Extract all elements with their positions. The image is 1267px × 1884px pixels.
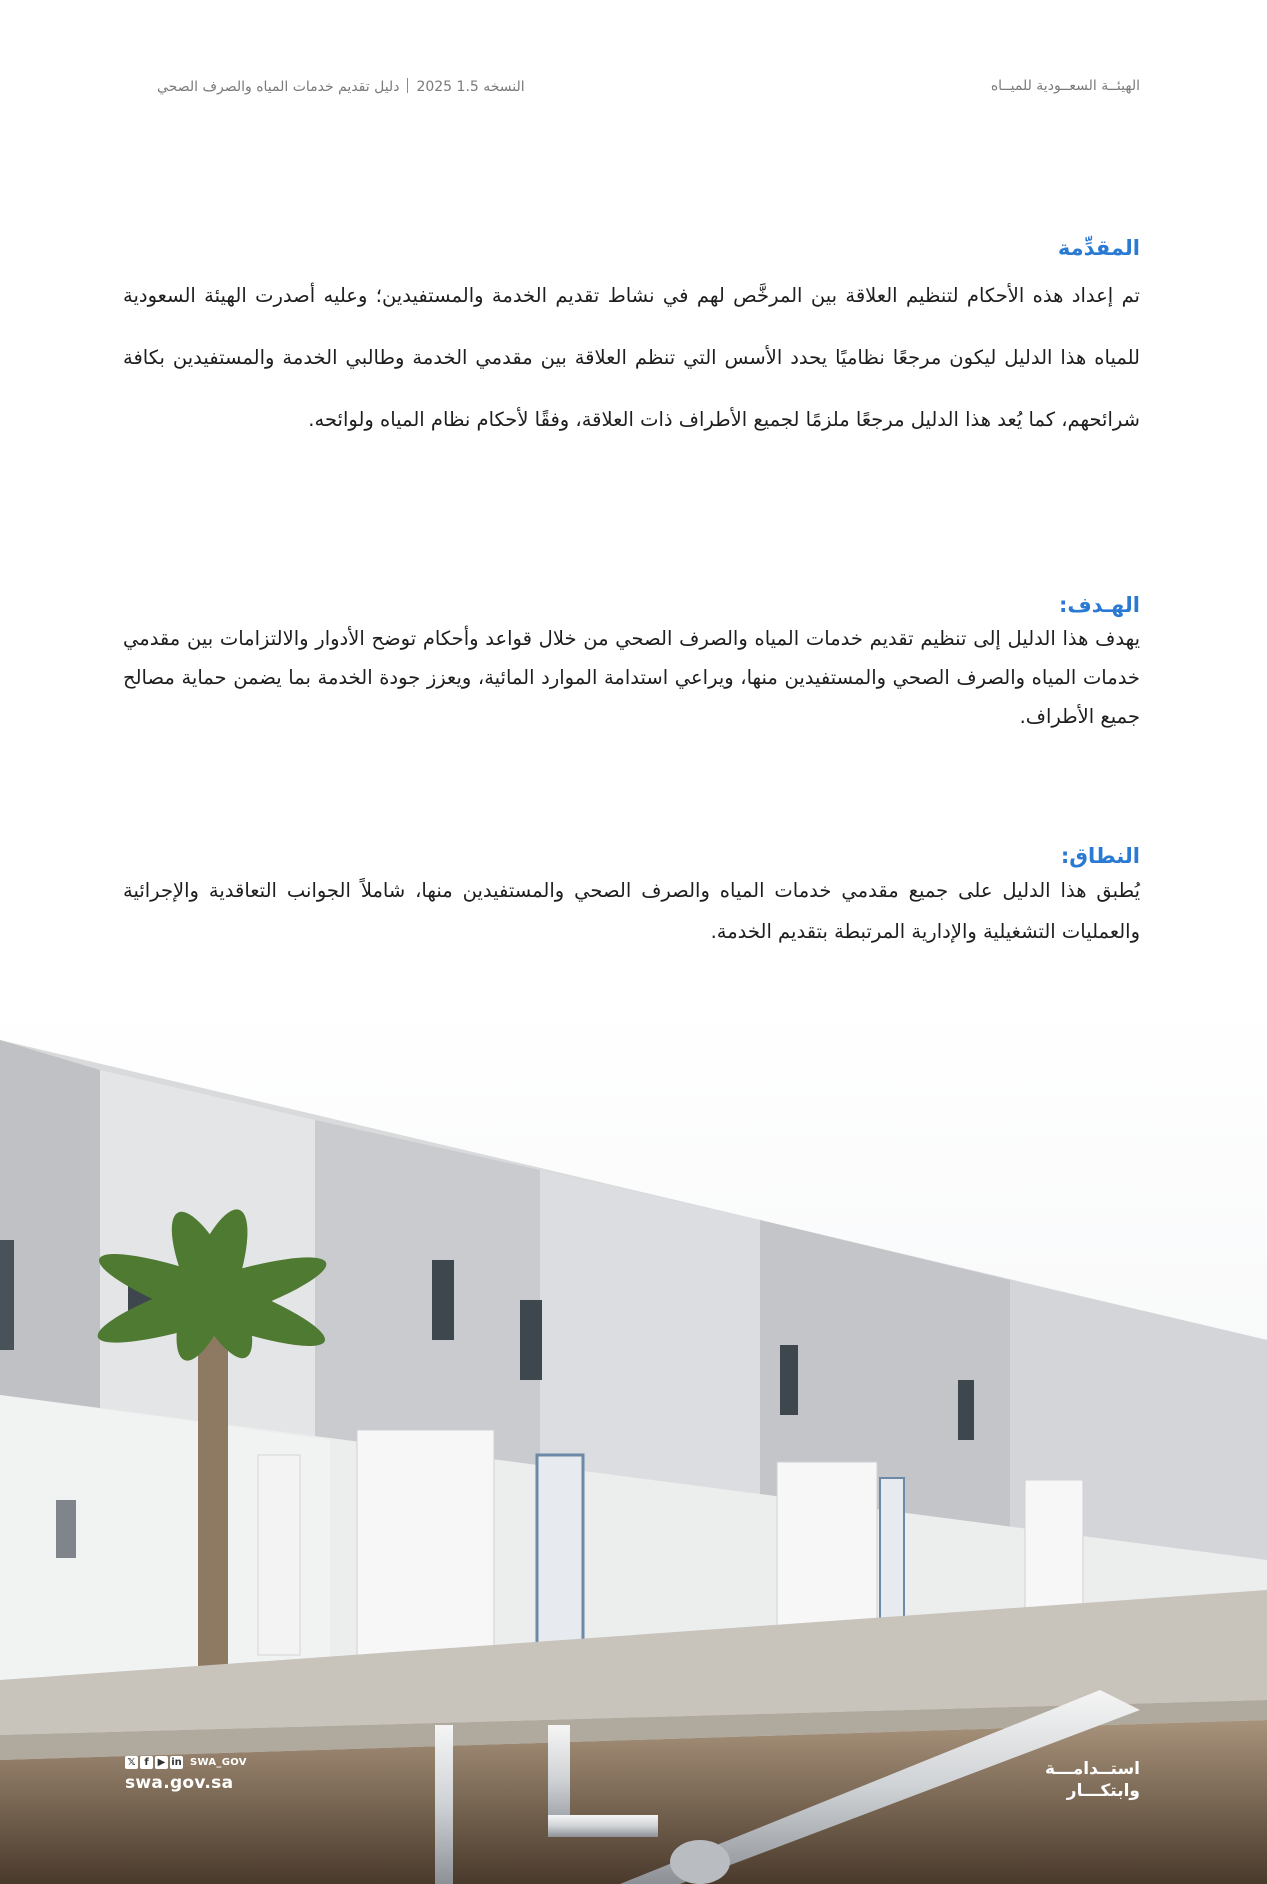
intro-section — [123, 236, 1140, 451]
goal-title: الهـدف: — [1058, 593, 1140, 617]
page-header — [157, 78, 1140, 100]
social-handle: SWA_GOV — [190, 1757, 247, 1768]
footer-contact — [125, 1756, 247, 1793]
housing-pipes-illustration — [0, 1000, 1267, 1884]
footer-slogan — [1045, 1758, 1140, 1802]
social-icons — [125, 1756, 247, 1769]
intro-body: تم إعداد هذه الأحكام لتنظيم العلاقة بين المرخَّص لهم في نشاط تقديم الخدمة والمستفيدين؛ وعليه أصدرت الهيئة السعودية للمياه هذا الدليل ليكون مرجعًا نظاميًا يحدد الأسس التي تنظم العلاقة بين مقدمي الخدمة وطالبي الخدمة والمستفيدين بكافة شرائحهم، كما يُعد هذا الدليل مرجعًا ملزمًا لجميع الأطراف ذات العلاقة، وفقًا لأحكام نظام المياه ولوائحه. — [123, 284, 1140, 431]
website-link[interactable]: swa.gov.sa — [125, 1773, 234, 1793]
scope-body: يُطبق هذا الدليل على جميع مقدمي خدمات المياه والصرف الصحي والمستفيدين منها، شاملاً الجوانب التعاقدية والإجرائية والعمليات التشغيلية والإدارية المرتبطة بتقديم الخدمة. — [123, 879, 1140, 943]
header-version: النسخه 1.5 2025 — [416, 79, 525, 95]
youtube-icon[interactable]: ▶ — [155, 1756, 168, 1769]
slogan-line-2: وابتكـــار — [1066, 1781, 1140, 1801]
header-org-name: الهيئــة السعــودية للميــاه — [990, 78, 1140, 94]
goal-section — [123, 593, 1140, 736]
intro-title: المقدِّمة — [1057, 236, 1140, 260]
x-icon[interactable]: 𝕏 — [125, 1756, 138, 1769]
header-divider — [407, 78, 408, 93]
facebook-icon[interactable]: f — [140, 1756, 153, 1769]
scope-title: النطاق: — [1060, 844, 1140, 868]
scope-section — [123, 844, 1140, 952]
slogan-line-1: استــدامـــة — [1044, 1759, 1140, 1779]
linkedin-icon[interactable]: in — [171, 1757, 182, 1768]
goal-body: يهدف هذا الدليل إلى تنظيم تقديم خدمات المياه والصرف الصحي من خلال قواعد وأحكام توضح الأدوار والالتزامات بين مقدمي خدمات المياه والصرف الصحي والمستفيدين منها، ويراعي استدامة الموارد المائية، ويعزز جودة الخدمة بما يضمن حماية مصالح جميع الأطراف. — [123, 627, 1140, 728]
header-doc-title: دليل تقديم خدمات المياه والصرف الصحي — [157, 79, 400, 95]
header-doc-info — [157, 78, 525, 95]
